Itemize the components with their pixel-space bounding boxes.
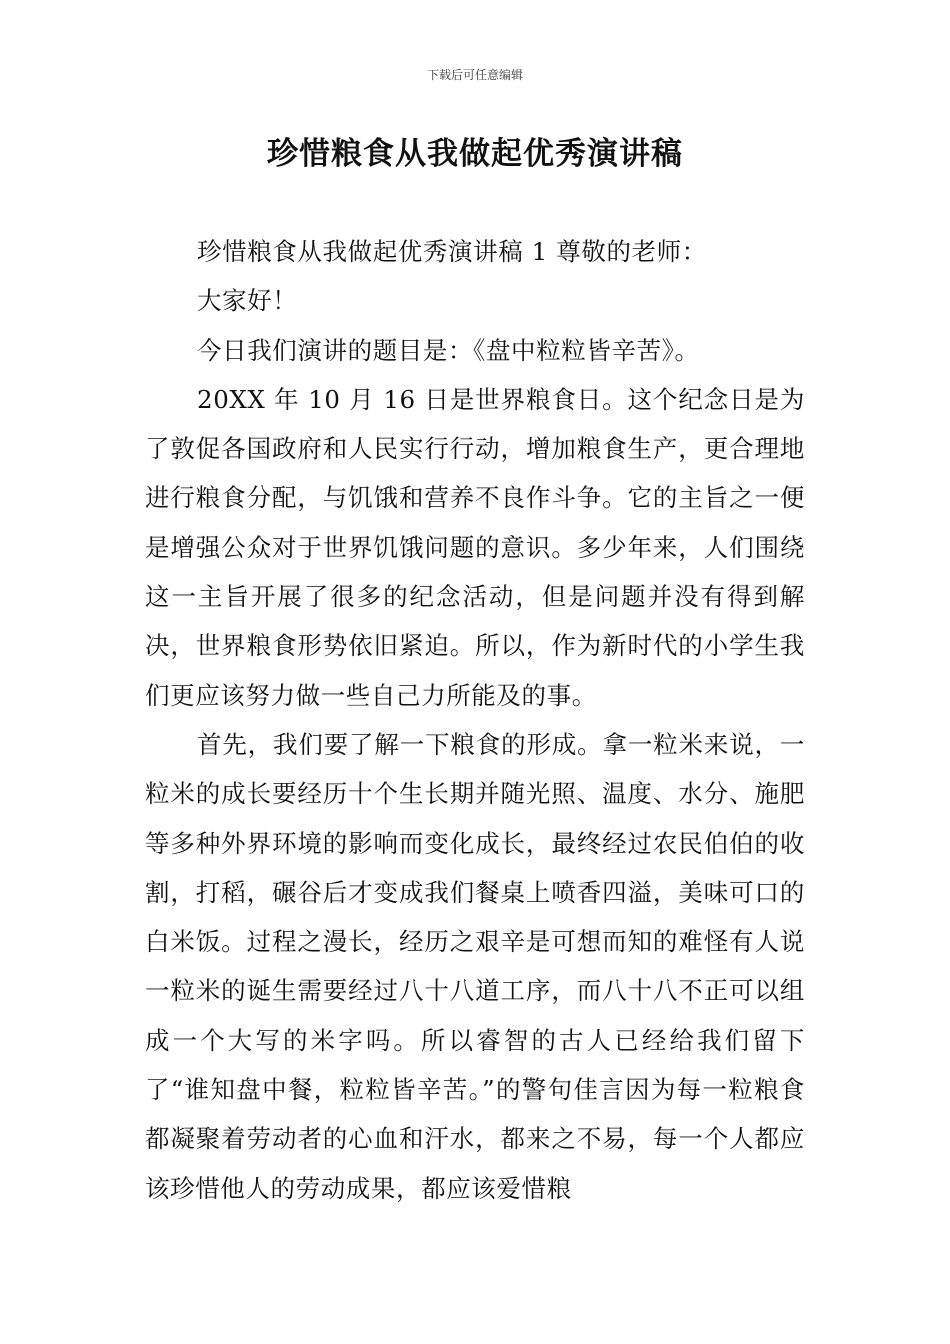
document-title: 珍惜粮食从我做起优秀演讲稿	[267, 136, 683, 172]
document-body	[145, 227, 805, 1213]
paragraph-grain-formation: 首先，我们要了解一下粮食的形成。拿一粒米来说，一粒米的成长要经历十个生长期并随光照、温度、水分、施肥等多种外界环境的影响而变化成长，最终经过农民伯伯的收割，打稻，碾谷后才变成我们餐桌上喷香四溢，美味可口的白米饭。过程之漫长，经历之艰辛是可想而知的难怪有人说一粒米的诞生需要经过八十八道工序，而八十八不正可以组成一个大写的米字吗。所以睿智的古人已经给我们留下了“谁知盘中餐，粒粒皆辛苦。”的警句佳言因为每一粒粮食都凝聚着劳动者的心血和汗水，都来之不易，每一个人都应该珍惜他人的劳动成果，都应该爱惜粮	[145, 729, 805, 1203]
header-note: 下载后可任意编辑	[426, 68, 523, 82]
paragraph-greeting: 珍惜粮食从我做起优秀演讲稿 1 尊敬的老师：	[197, 237, 707, 266]
paragraph-salutation: 大家好！	[197, 286, 298, 316]
paragraph-topic: 今日我们演讲的题目是：《盘中粒粒皆辛苦》。	[197, 335, 700, 365]
paragraph-world-food-day: 20XX 年 10 月 16 日是世界粮食日。这个纪念日是为了敦促各国政府和人民实行行动，增加粮食生产，更合理地进行粮食分配，与饥饿和营养不良作斗争。它的主旨之一便是增强公众对于世界饥饿问题的意识。多少年来，人们围绕这一主旨开展了很多的纪念活动，但是问题并没有得到解决，世界粮食形势依旧紧迫。所以，作为新时代的小学生我们更应该努力做一些自己力所能及的事。	[145, 384, 805, 710]
